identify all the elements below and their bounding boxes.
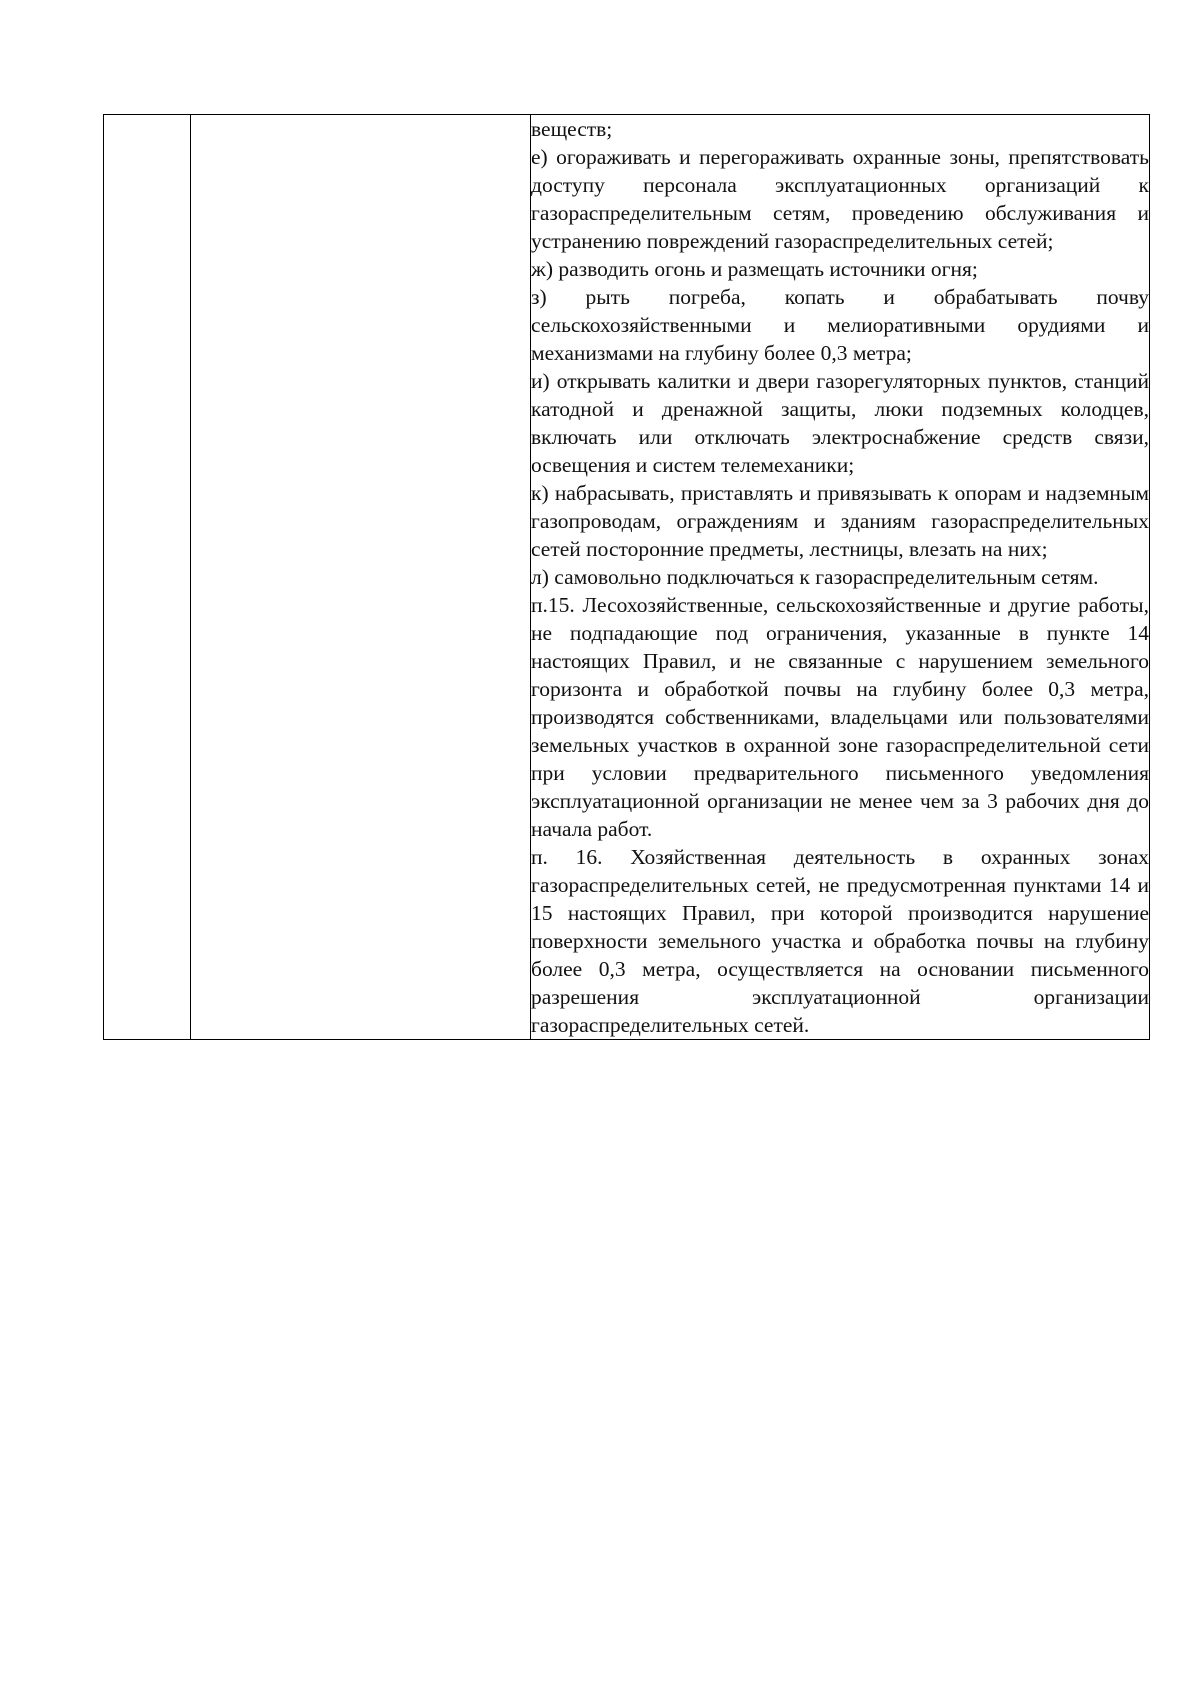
regulations-table [103,114,1150,1040]
paragraph-item-e: е) огораживать и перегораживать охранные зоны, препятствовать доступу персонала эксплуатационных организаций к газораспределительным сетям, проведению обслуживания и устранению повреждений газораспределительных сетей; [531,145,1149,253]
paragraph-item-l: л) самовольно подключаться к газораспределительным сетям. [531,565,1099,589]
paragraph-item-i: и) открывать калитки и двери газорегуляторных пунктов, станций катодной и дренажной защиты, люки подземных колодцев, включать или отключать электроснабжение средств связи, освещения и систем телемеханики; [531,369,1149,477]
name-cell [191,115,531,1040]
paragraph-item-k: к) набрасывать, приставлять и привязывать к опорам и надземным газопроводам, ограждениям и зданиям газораспределительных сетей посторонние предметы, лестницы, влезать на них; [531,481,1149,561]
table-row [104,115,1150,1040]
paragraph-clause-15: п.15. Лесохозяйственные, сельскохозяйственные и другие работы, не подпадающие под ограничения, указанные в пункте 14 настоящих Правил, и не связанные с нарушением земельного горизонта и обработкой почвы на глубину более 0,3 метра, производятся собственниками, владельцами или пользователями земельных участков в охранной зоне газораспределительной сети при условии предварительного письменного уведомления эксплуатационной организации не менее чем за 3 рабочих дня до начала работ. [531,593,1149,841]
paragraph-clause-16: п. 16. Хозяйственная деятельность в охранных зонах газораспределительных сетей, не предусмотренная пунктами 14 и 15 настоящих Правил, при которой производится нарушение поверхности земельного участка и обработка почвы на глубину более 0,3 метра, осуществляется на основании письменного разрешения эксплуатационной организации газораспределительных сетей. [531,845,1149,1037]
paragraph-item-z: з) рыть погреба, копать и обрабатывать почву сельскохозяйственными и мелиоративными орудиями и механизмами на глубину более 0,3 метра; [531,285,1149,365]
number-cell [104,115,191,1040]
text-cell [531,115,1150,1040]
paragraph-substances-end: веществ; [531,117,613,141]
paragraph-item-zh: ж) разводить огонь и размещать источники огня; [531,257,978,281]
